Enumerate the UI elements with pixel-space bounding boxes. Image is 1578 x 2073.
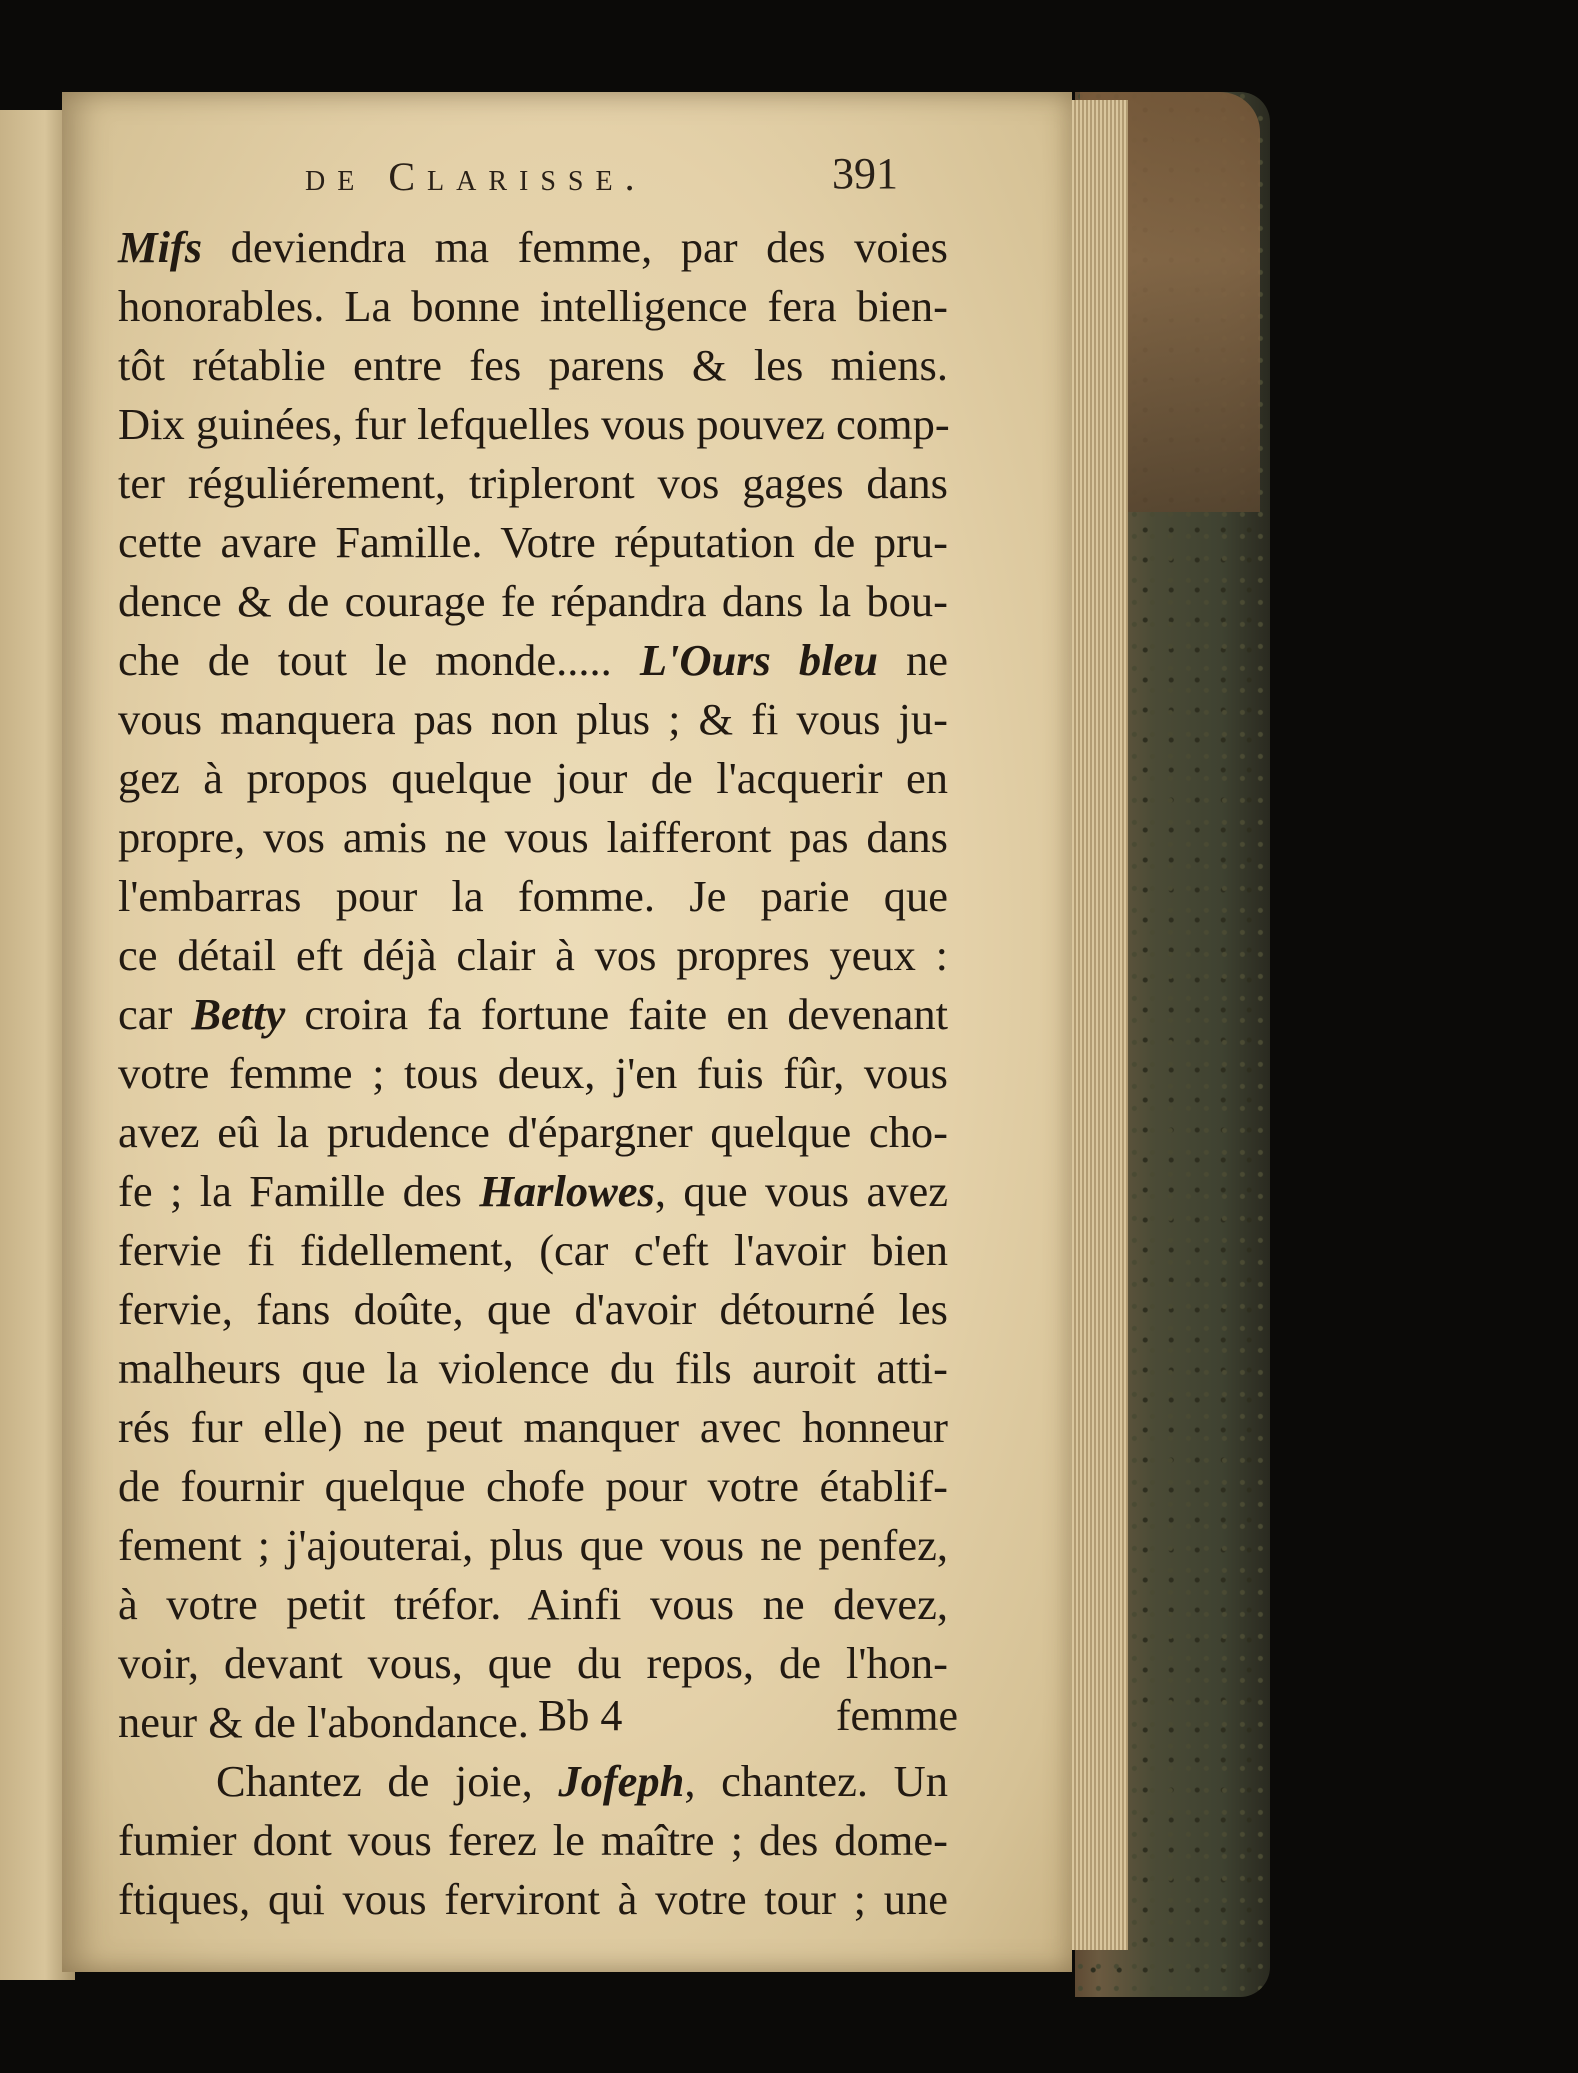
text-run: fumier dont vous ferez le maître ; des dome- [118, 1815, 948, 1865]
text-line [118, 1103, 948, 1162]
italic-name: L'Ours bleu [639, 635, 878, 685]
text-run: malheurs que la violence du fils auroit atti- [118, 1343, 948, 1393]
text-run: fe ; la Famille des [118, 1166, 480, 1216]
text-line [118, 926, 948, 985]
text-line [118, 1457, 948, 1516]
catchword: femme [835, 1691, 958, 1740]
text-run: deviendra ma femme, par des voies [202, 222, 948, 272]
text-line [118, 513, 948, 572]
text-run: votre femme ; tous deux, j'en fuis fûr, vous [118, 1048, 948, 1098]
text-line [118, 277, 948, 336]
text-run: ce détail eft déjà clair à vos propres yeux : [118, 930, 948, 980]
text-line [118, 867, 948, 926]
text-run: à votre petit tréfor. Ainfi vous ne devez, [118, 1579, 948, 1629]
text-line [118, 1811, 948, 1870]
text-line [118, 1162, 948, 1221]
text-line [118, 1575, 948, 1634]
text-line [118, 395, 948, 454]
text-run: ter réguliérement, tripleront vos gages dans [118, 458, 948, 508]
text-line [118, 1339, 948, 1398]
text-line [118, 1280, 948, 1339]
text-line [118, 631, 948, 690]
text-run: , chantez. Un [684, 1756, 948, 1806]
italic-name: Betty [191, 989, 286, 1039]
italic-name: Jofeph [558, 1756, 685, 1806]
text-line [118, 1870, 948, 1929]
text-run: croira fa fortune faite en devenant [285, 989, 948, 1039]
text-line [118, 985, 948, 1044]
page-footer [118, 1690, 958, 1750]
text-run: cette avare Famille. Votre réputation de pru- [118, 517, 948, 567]
text-run: neur & de l'abondance. [118, 1697, 529, 1747]
text-run: de fournir quelque chofe pour votre établif- [118, 1461, 948, 1511]
text-run: Chantez de joie, [216, 1756, 559, 1806]
text-run: dence & de courage fe répandra dans la bou- [118, 576, 948, 626]
running-head: de Clarisse. [305, 154, 647, 199]
text-line [118, 690, 948, 749]
text-run: vous manquera pas non plus ; & fi vous ju- [118, 694, 948, 744]
text-run: voir, devant vous, que du repos, de l'hon- [118, 1638, 948, 1688]
text-line [118, 336, 948, 395]
text-run: fement ; j'ajouterai, plus que vous ne penfez, [118, 1520, 948, 1570]
text-line [118, 749, 948, 808]
text-line [118, 1752, 948, 1811]
text-line [118, 1634, 948, 1693]
text-run: gez à propos quelque jour de l'acquerir en [118, 753, 948, 803]
text-run: ne [878, 635, 948, 685]
text-run: tôt rétablie entre fes parens & les miens. [118, 340, 948, 390]
text-run: fervie, fans doûte, que d'avoir détourné les [118, 1284, 948, 1334]
page-edges [1068, 100, 1128, 1950]
body-text [118, 218, 948, 1929]
text-line [118, 572, 948, 631]
text-line [118, 454, 948, 513]
italic-name: Mifs [118, 222, 203, 272]
text-run: honorables. La bonne intelligence fera bien- [118, 281, 948, 331]
text-line [118, 1398, 948, 1457]
text-run: ftiques, qui vous ferviront à votre tour ; une [118, 1874, 948, 1924]
text-line [118, 1516, 948, 1575]
text-line [118, 218, 948, 277]
page-number: 391 [832, 149, 898, 198]
text-run: l'embarras pour la fomme. Je parie que [118, 871, 948, 921]
text-line [118, 1044, 948, 1103]
signature-mark: Bb 4 [538, 1691, 623, 1740]
text-run: che de tout le monde..... [118, 635, 640, 685]
text-run: , que vous avez [654, 1166, 948, 1216]
text-run: car [118, 989, 192, 1039]
text-run: avez eû la prudence d'épargner quelque cho- [118, 1107, 948, 1157]
italic-name: Harlowes [479, 1166, 655, 1216]
text-line [118, 808, 948, 867]
text-run: rés fur elle) ne peut manquer avec honneur [118, 1402, 948, 1452]
text-run: propre, vos amis ne vous laifferont pas dans [118, 812, 948, 862]
text-run: Dix guinées, fur lefquelles vous pouvez comp- [118, 399, 950, 449]
text-run: fervie fi fidellement, (car c'eft l'avoir bien [118, 1225, 948, 1275]
text-line [118, 1221, 948, 1280]
